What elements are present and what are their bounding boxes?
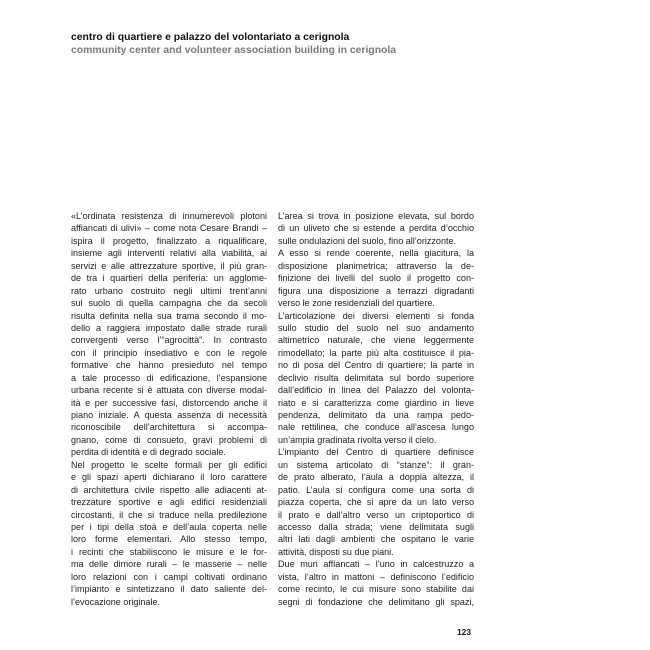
page-heading bbox=[71, 31, 591, 57]
text-line: segni di fondazione che delimitano gli spazi, bbox=[278, 596, 474, 607]
text-line: riconoscibile dell’architettura si accompa- bbox=[71, 422, 267, 433]
text-line: sulle ondulazioni del suolo, fino all’orizzonte. bbox=[278, 235, 457, 246]
text-line: vista, l’altro in mattoni – definiscono l’edificio bbox=[278, 571, 474, 582]
text-line: loro forme elementari. Allo stesso tempo, bbox=[71, 534, 267, 545]
text-line: un’ampia gradinata rivolta verso il cielo. bbox=[278, 434, 437, 445]
title-english: community center and volunteer association building in cerignola bbox=[71, 45, 397, 56]
text-line: altri lati dagli ambienti che ospitano le varie bbox=[278, 534, 474, 545]
text-line: ma delle dimore rurali – le masserie – nelle bbox=[71, 559, 267, 570]
text-line: piano iniziale. A questa assenza di necessità bbox=[71, 410, 267, 420]
text-line: L’articolazione dei diversi elementi si fonda bbox=[278, 310, 474, 321]
text-line: Due muri affiancati – l’uno in calcestruzzo a bbox=[278, 559, 474, 570]
text-line: verso le zone residenziali del quartiere. bbox=[278, 298, 435, 309]
text-line: rimodellato; la parte più alta costituisce il pia- bbox=[278, 347, 474, 358]
text-line: pendenza, delimitato da una rampa pedo- bbox=[278, 410, 474, 420]
text-line: de tra i quartieri della periferia: un agglome- bbox=[71, 273, 267, 284]
text-line: urbana recente si è attuata con diverse modal- bbox=[71, 385, 267, 396]
text-line: per i tipi della stoà e dell’aula coperta nelle bbox=[71, 521, 267, 532]
text-line: trezzature sportive e agli edifici residenziali bbox=[71, 497, 267, 508]
text-line: sul suolo di quella campagna che da secoli bbox=[71, 298, 267, 309]
text-line: L’area si trova in posizione elevata, sul bordo bbox=[278, 211, 474, 221]
text-line: riato e si caratterizza come giardino in lieve bbox=[278, 397, 474, 408]
text-line: servizi e alle attrezzature sportive, il più gran- bbox=[71, 260, 267, 271]
text-line: ispira il progetto, finalizzato a riqualificare, bbox=[71, 235, 267, 246]
text-line: l’evocazione originale. bbox=[71, 596, 161, 607]
text-line: A esso si rende coerente, nella giacitura, la bbox=[278, 248, 474, 259]
text-line: L’impianto del Centro di quartiere definisce bbox=[278, 447, 474, 458]
text-line: dall’edificio in linea del Palazzo del volonta- bbox=[278, 385, 474, 396]
text-line: sullo studio del suolo nel suo andamento bbox=[278, 322, 474, 333]
text-line: patio. L’aula si configura come una sorta di bbox=[278, 484, 474, 495]
text-line: figura una disposizione a terrazzi digradanti bbox=[278, 285, 474, 296]
text-line: rato urbano costruito negli ultimi trent’anni bbox=[71, 285, 267, 296]
text-line: altimetrico naturale, che viene leggermente bbox=[278, 335, 474, 346]
text-line: di un uliveto che si estende a perdita d’occhio bbox=[278, 223, 474, 234]
text-line: come recinto, le cui misure sono stabilite dai bbox=[278, 584, 474, 595]
text-line: declivio risulta delimitata sul bordo superiore bbox=[278, 372, 474, 383]
text-line: di architettura civile rispetto alle adiacenti at- bbox=[71, 484, 267, 495]
text-line: convergenti verso l’“agrocittà”. In contrasto bbox=[71, 335, 267, 346]
text-line: circostanti, il che si traduce nella predilezione bbox=[71, 509, 267, 520]
text-line: finizione dei livelli del suolo il progetto con- bbox=[278, 273, 474, 284]
text-line: e gli spazi aperti dichiarano il loro carattere bbox=[71, 472, 267, 483]
text-line: l’impianto e sintetizzano il dato saliente del- bbox=[71, 584, 267, 595]
text-line: il prato e dall’altro verso un criptoportico di bbox=[278, 509, 474, 520]
text-line: loro relazioni con i campi coltivati ordinano bbox=[71, 571, 267, 582]
text-line: un sistema articolato di “stanze”: il gran- bbox=[278, 459, 474, 470]
text-line: piazza coperta, che si apre da un lato verso bbox=[278, 497, 474, 508]
text-line: insieme agli interventi relativi alla viabilità, ai bbox=[71, 248, 267, 259]
text-line: accesso dalla strada; viene delimitata sugli bbox=[278, 521, 474, 532]
title-italian: centro di quartiere e palazzo del volontariato a cerignola bbox=[71, 32, 350, 43]
text-line: de prato alberato, l’aula a doppia altezza, il bbox=[278, 472, 474, 483]
page-number: 123 bbox=[457, 627, 471, 637]
text-line: ità e per successive fasi, distorcendo anche il bbox=[71, 397, 267, 408]
text-line: perdita di identità e di degrado sociale. bbox=[71, 447, 226, 458]
text-line: affiancati di ulivi» – come nota Cesare Brandi – bbox=[71, 223, 267, 234]
text-line: disposizione planimetrica; attraverso la de- bbox=[278, 260, 474, 271]
text-line: «L’ordinata resistenza di innumerevoli plotoni bbox=[71, 211, 267, 221]
text-line: nale rettilinea, che conduce all’ascesa lungo bbox=[278, 422, 474, 433]
text-line: i recinti che stabiliscono le misure e le for- bbox=[71, 546, 267, 557]
left-text-column bbox=[71, 210, 267, 608]
text-line: Nel progetto le scelte formali per gli edifici bbox=[71, 459, 267, 470]
right-text-column bbox=[278, 210, 474, 608]
text-line: a tale processo di edificazione, l’espansione bbox=[71, 372, 267, 383]
text-line: attività, disposti su due piani. bbox=[278, 546, 394, 557]
text-line: dello a raggiera impostato dalle strade rurali bbox=[71, 322, 267, 333]
text-line: no di posa del Centro di quartiere; la parte in bbox=[278, 360, 474, 371]
text-line: gnano, come di consueto, gravi problemi di bbox=[71, 434, 267, 445]
text-line: risulta definita nella sua trama secondo il mo- bbox=[71, 310, 267, 321]
text-line: formative che hanno presieduto nel tempo bbox=[71, 360, 267, 371]
text-line: con il principio insediativo e con le regole bbox=[71, 347, 267, 358]
